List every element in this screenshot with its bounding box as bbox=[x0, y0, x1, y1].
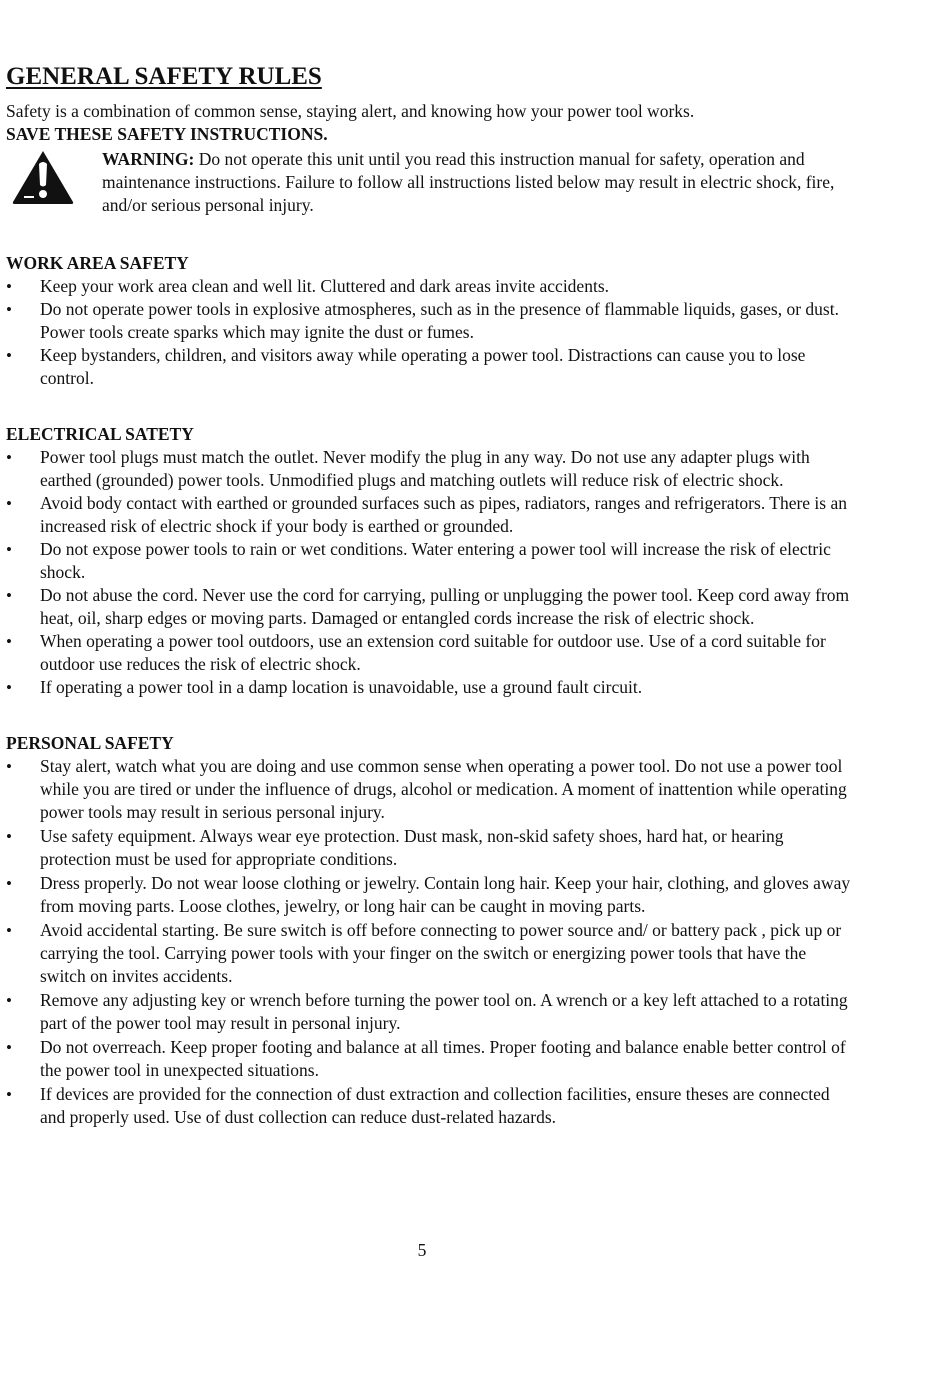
warning-triangle-exclamation-icon bbox=[10, 148, 76, 206]
section-heading: WORK AREA SAFETY bbox=[6, 253, 189, 273]
warning-block bbox=[6, 148, 856, 218]
bullet-list bbox=[6, 755, 856, 1129]
list-item: • Stay alert, watch what you are doing and use common sense when operating a power tool. Do not use a power tool while you are tired or under the influence of drugs, alcohol or medication. A moment of inattention while operating power tools may result in serious personal injury. bbox=[6, 755, 856, 824]
section-personal-safety bbox=[6, 732, 856, 1129]
list-item: • If devices are provided for the connection of dust extraction and collection facilities, ensure theses are connected and properly used. Use of dust collection can reduce dust-related hazards. bbox=[6, 1083, 856, 1129]
list-item: • Avoid accidental starting. Be sure switch is off before connecting to power source and/ or battery pack , pick up or carrying the tool. Carrying power tools with your finger on the switch or energizing power tools that have the switch on invites accidents. bbox=[6, 919, 856, 988]
section-electrical-safety bbox=[6, 423, 856, 699]
warning-text bbox=[102, 148, 842, 217]
section-work-area-safety bbox=[6, 252, 856, 390]
page-number: 5 bbox=[417, 1240, 427, 1260]
section-heading: PERSONAL SAFETY bbox=[6, 733, 174, 753]
list-item: • Use safety equipment. Always wear eye protection. Dust mask, non-skid safety shoes, hard hat, or hearing protection must be used for appropriate conditions. bbox=[6, 825, 856, 871]
list-item: • Power tool plugs must match the outlet. Never modify the plug in any way. Do not use any adapter plugs with earthed (grounded) power tools. Unmodified plugs and matching outlets will reduce risk of electric shock. bbox=[6, 446, 856, 492]
list-item: • Avoid body contact with earthed or grounded surfaces such as pipes, radiators, ranges and refrigerators. There is an increased risk of electric shock if your body is earthed or grounded. bbox=[6, 492, 856, 538]
list-item: • Do not expose power tools to rain or wet conditions. Water entering a power tool will increase the risk of electric shock. bbox=[6, 538, 856, 584]
list-item: • Dress properly. Do not wear loose clothing or jewelry. Contain long hair. Keep your hair, clothing, and gloves away from moving parts. Loose clothes, jewelry, or long hair can be caught in moving parts. bbox=[6, 872, 856, 918]
bullet-list bbox=[6, 275, 856, 390]
bullet-list bbox=[6, 446, 856, 699]
list-item: • When operating a power tool outdoors, use an extension cord suitable for outdoor use. Use of a cord suitable for outdoor use reduces the risk of electric shock. bbox=[6, 630, 856, 676]
intro-paragraph: Safety is a combination of common sense, staying alert, and knowing how your power tool works. bbox=[6, 101, 695, 121]
list-item: • If operating a power tool in a damp location is unavoidable, use a ground fault circuit. bbox=[6, 676, 856, 699]
list-item: • Do not operate power tools in explosive atmospheres, such as in the presence of flammable liquids, gases, or dust. Power tools create sparks which may ignite the dust or fumes. bbox=[6, 298, 856, 344]
save-instructions-line bbox=[6, 123, 856, 146]
section-heading: ELECTRICAL SATETY bbox=[6, 424, 194, 444]
list-item: • Do not overreach. Keep proper footing and balance at all times. Proper footing and balance enable better control of the power tool in unexpected situations. bbox=[6, 1036, 856, 1082]
warning-label: WARNING: bbox=[102, 149, 195, 169]
save-instructions-text: SAVE THESE SAFETY INSTRUCTIONS. bbox=[6, 124, 328, 144]
warning-body: Do not operate this unit until you read this instruction manual for safety, operation and maintenance instructions. Failure to follow all instructions listed below may result in electric shock, fire, and/or serious personal injury. bbox=[102, 149, 835, 215]
list-item: • Remove any adjusting key or wrench before turning the power tool on. A wrench or a key left attached to a rotating part of the power tool may result in personal injury. bbox=[6, 989, 856, 1035]
document-page bbox=[6, 62, 856, 1130]
page-title: GENERAL SAFETY RULES bbox=[6, 63, 322, 90]
list-item: • Do not abuse the cord. Never use the cord for carrying, pulling or unplugging the power tool. Keep cord away from heat, oil, sharp edges or moving parts. Damaged or entangled cords increase the risk of electric shock. bbox=[6, 584, 856, 630]
list-item: • Keep your work area clean and well lit. Cluttered and dark areas invite accidents. bbox=[6, 275, 856, 298]
list-item: • Keep bystanders, children, and visitors away while operating a power tool. Distractions can cause you to lose control. bbox=[6, 344, 856, 390]
